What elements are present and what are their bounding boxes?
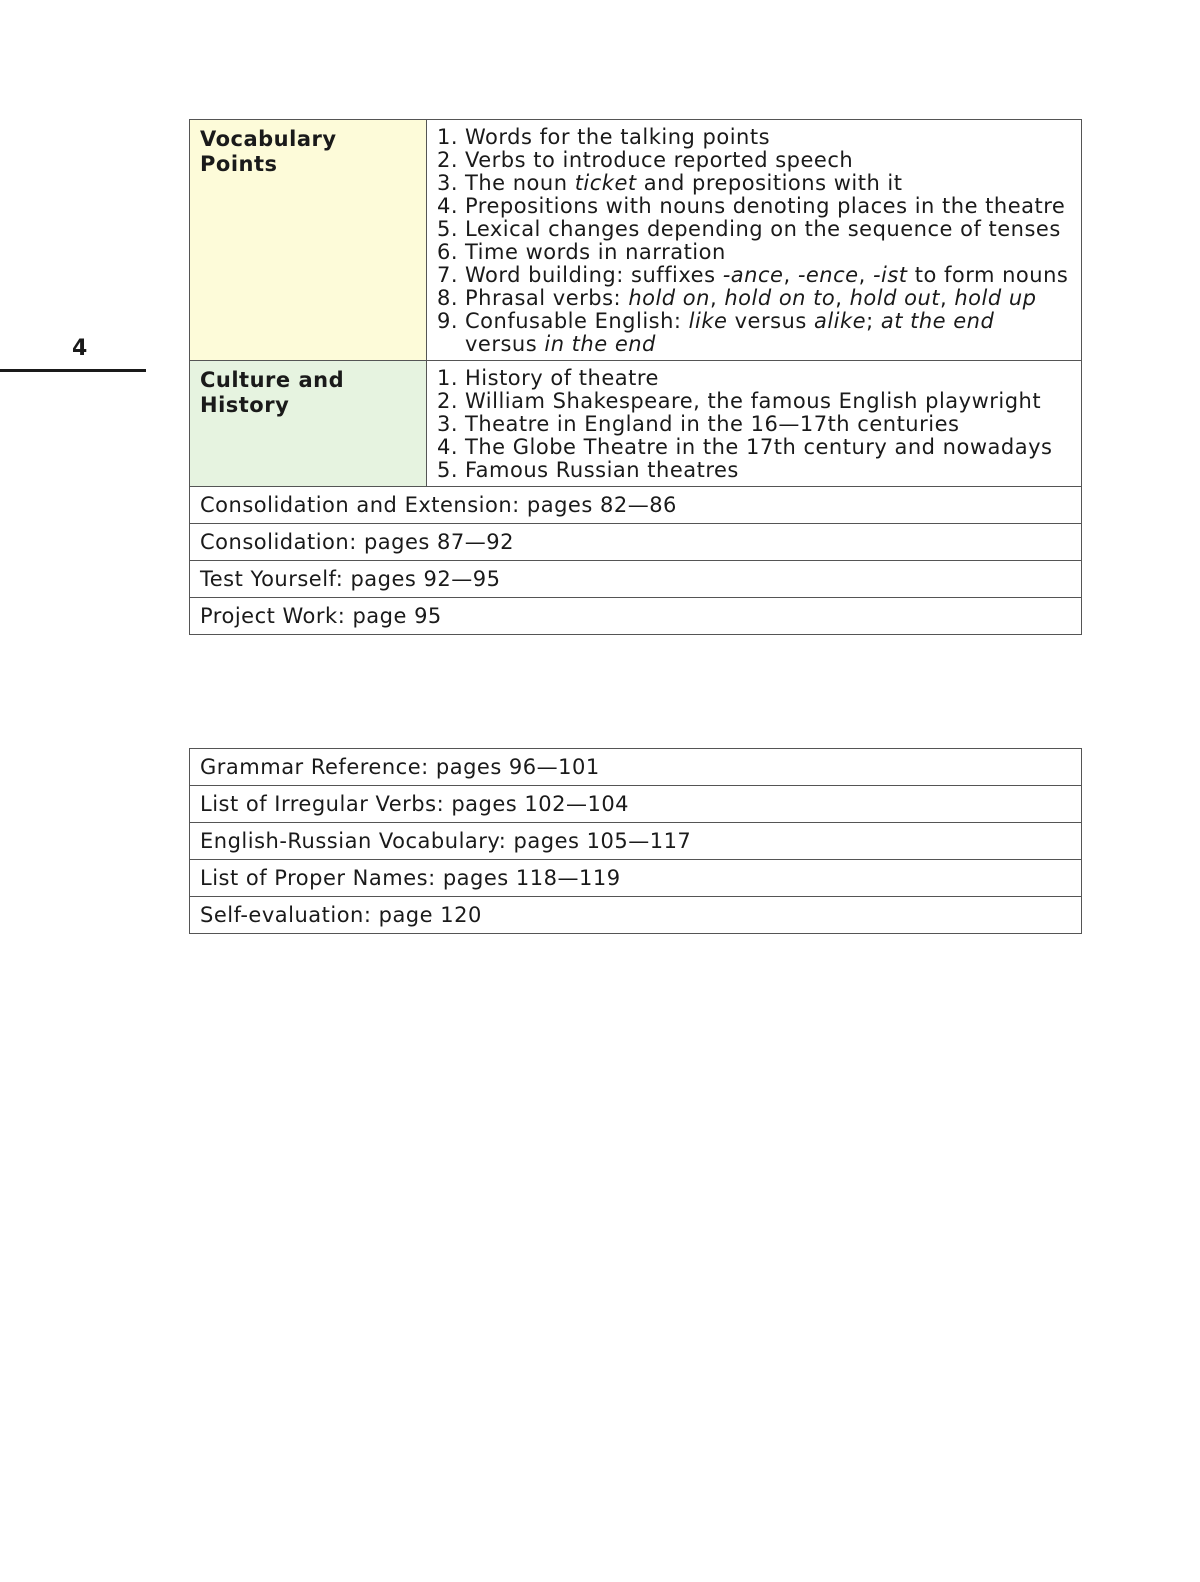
text-segment: Lexical changes depending on the sequence of tenses bbox=[465, 217, 1061, 241]
reference-row bbox=[190, 749, 1082, 786]
page-number: 4 bbox=[72, 336, 88, 361]
list-item-text bbox=[465, 287, 1071, 310]
section-row bbox=[190, 561, 1082, 598]
list-item bbox=[437, 126, 1071, 149]
text-segment: versus bbox=[465, 332, 545, 356]
list-item-number: 8. bbox=[437, 286, 459, 310]
italic-term: in the end bbox=[544, 332, 656, 356]
italic-term: hold on bbox=[628, 286, 710, 310]
text-segment: versus bbox=[727, 309, 814, 333]
section-row bbox=[190, 524, 1082, 561]
list-item bbox=[437, 367, 1071, 390]
list-item bbox=[437, 459, 1071, 482]
italic-term: like bbox=[688, 309, 728, 333]
reference-table bbox=[189, 748, 1082, 934]
text-segment: to form nouns bbox=[907, 263, 1069, 287]
text-segment: ; bbox=[866, 309, 881, 333]
list-item bbox=[437, 241, 1071, 264]
reference-row bbox=[190, 860, 1082, 897]
text-segment: Confusable English: bbox=[465, 309, 689, 333]
list-item-number: 2. bbox=[437, 389, 459, 413]
reference-row bbox=[190, 897, 1082, 934]
section-row bbox=[190, 598, 1082, 635]
list-item-number: 3. bbox=[437, 412, 459, 436]
reference-proper-names: List of Proper Names: pages 118—119 bbox=[190, 860, 1082, 897]
list-item-text bbox=[465, 195, 1071, 218]
italic-term: ticket bbox=[574, 171, 637, 195]
list-item-text bbox=[465, 413, 1071, 436]
list-item-text bbox=[465, 149, 1071, 172]
text-segment: The noun bbox=[465, 171, 575, 195]
text-segment: Verbs to introduce reported speech bbox=[465, 148, 854, 172]
list-item bbox=[437, 436, 1071, 459]
vocabulary-content-cell bbox=[427, 120, 1082, 361]
italic-term: -ist bbox=[872, 263, 908, 287]
list-item bbox=[437, 218, 1071, 241]
list-item bbox=[437, 149, 1071, 172]
italic-term: at the end bbox=[880, 309, 995, 333]
list-item-text bbox=[465, 310, 1071, 356]
list-item-text bbox=[465, 218, 1071, 241]
vocabulary-row bbox=[190, 120, 1082, 361]
page-number-rule bbox=[0, 369, 146, 372]
list-item-number: 9. bbox=[437, 309, 459, 333]
vocabulary-label-line1: Vocabulary bbox=[200, 127, 337, 151]
culture-label-line1: Culture and bbox=[200, 368, 345, 392]
list-item-text bbox=[465, 241, 1071, 264]
culture-content-cell bbox=[427, 361, 1082, 487]
list-item bbox=[437, 413, 1071, 436]
text-segment: , bbox=[783, 263, 798, 287]
text-segment: , bbox=[940, 286, 955, 310]
list-item-number: 5. bbox=[437, 217, 459, 241]
culture-list bbox=[437, 367, 1071, 482]
reference-grammar: Grammar Reference: pages 96—101 bbox=[190, 749, 1082, 786]
list-item bbox=[437, 287, 1071, 310]
section-test-yourself: Test Yourself: pages 92—95 bbox=[190, 561, 1082, 598]
culture-row bbox=[190, 361, 1082, 487]
list-item bbox=[437, 264, 1071, 287]
list-item-number: 4. bbox=[437, 194, 459, 218]
reference-self-evaluation: Self-evaluation: page 120 bbox=[190, 897, 1082, 934]
list-item-number: 5. bbox=[437, 458, 459, 482]
section-project-work: Project Work: page 95 bbox=[190, 598, 1082, 635]
list-item-number: 1. bbox=[437, 125, 459, 149]
reference-irregular-verbs: List of Irregular Verbs: pages 102—104 bbox=[190, 786, 1082, 823]
list-item bbox=[437, 172, 1071, 195]
contents-table bbox=[189, 119, 1082, 635]
italic-term: hold on to bbox=[724, 286, 836, 310]
list-item-text bbox=[465, 390, 1071, 413]
text-segment: William Shakespeare, the famous English playwright bbox=[465, 389, 1042, 413]
reference-row bbox=[190, 786, 1082, 823]
list-item-number: 4. bbox=[437, 435, 459, 459]
italic-term: hold up bbox=[954, 286, 1037, 310]
text-segment: , bbox=[858, 263, 873, 287]
reference-row bbox=[190, 823, 1082, 860]
text-segment: and prepositions with it bbox=[636, 171, 903, 195]
culture-label-line2: History bbox=[200, 393, 290, 417]
list-item bbox=[437, 390, 1071, 413]
text-segment: Word building: suffixes bbox=[465, 263, 723, 287]
text-segment: Words for the talking points bbox=[465, 125, 771, 149]
text-segment: Theatre in England in the 16—17th centuries bbox=[465, 412, 960, 436]
section-consolidation-extension: Consolidation and Extension: pages 82—86 bbox=[190, 487, 1082, 524]
list-item-number: 7. bbox=[437, 263, 459, 287]
section-row bbox=[190, 487, 1082, 524]
list-item bbox=[437, 195, 1071, 218]
italic-term: -ence bbox=[797, 263, 859, 287]
italic-term: alike bbox=[813, 309, 867, 333]
list-item-number: 6. bbox=[437, 240, 459, 264]
text-segment: Phrasal verbs: bbox=[465, 286, 629, 310]
list-item-text bbox=[465, 264, 1071, 287]
culture-label-cell bbox=[190, 361, 427, 487]
list-item-text bbox=[465, 367, 1071, 390]
reference-vocabulary: English-Russian Vocabulary: pages 105—117 bbox=[190, 823, 1082, 860]
text-segment: The Globe Theatre in the 17th century and nowadays bbox=[465, 435, 1053, 459]
list-item-number: 1. bbox=[437, 366, 459, 390]
list-item-text bbox=[465, 126, 1071, 149]
text-segment: , bbox=[835, 286, 850, 310]
section-consolidation: Consolidation: pages 87—92 bbox=[190, 524, 1082, 561]
list-item-text bbox=[465, 172, 1071, 195]
vocabulary-label-line2: Points bbox=[200, 152, 278, 176]
text-segment: Time words in narration bbox=[465, 240, 726, 264]
list-item-number: 2. bbox=[437, 148, 459, 172]
text-segment: History of theatre bbox=[465, 366, 659, 390]
italic-term: hold out bbox=[849, 286, 940, 310]
list-item-text bbox=[465, 436, 1071, 459]
list-item-number: 3. bbox=[437, 171, 459, 195]
list-item-text bbox=[465, 459, 1071, 482]
vocabulary-label-cell bbox=[190, 120, 427, 361]
vocabulary-list bbox=[437, 126, 1071, 356]
text-segment: , bbox=[709, 286, 725, 310]
text-segment: Famous Russian theatres bbox=[465, 458, 739, 482]
list-item bbox=[437, 310, 1071, 356]
italic-term: -ance bbox=[722, 263, 784, 287]
text-segment: Prepositions with nouns denoting places in the theatre bbox=[465, 194, 1066, 218]
